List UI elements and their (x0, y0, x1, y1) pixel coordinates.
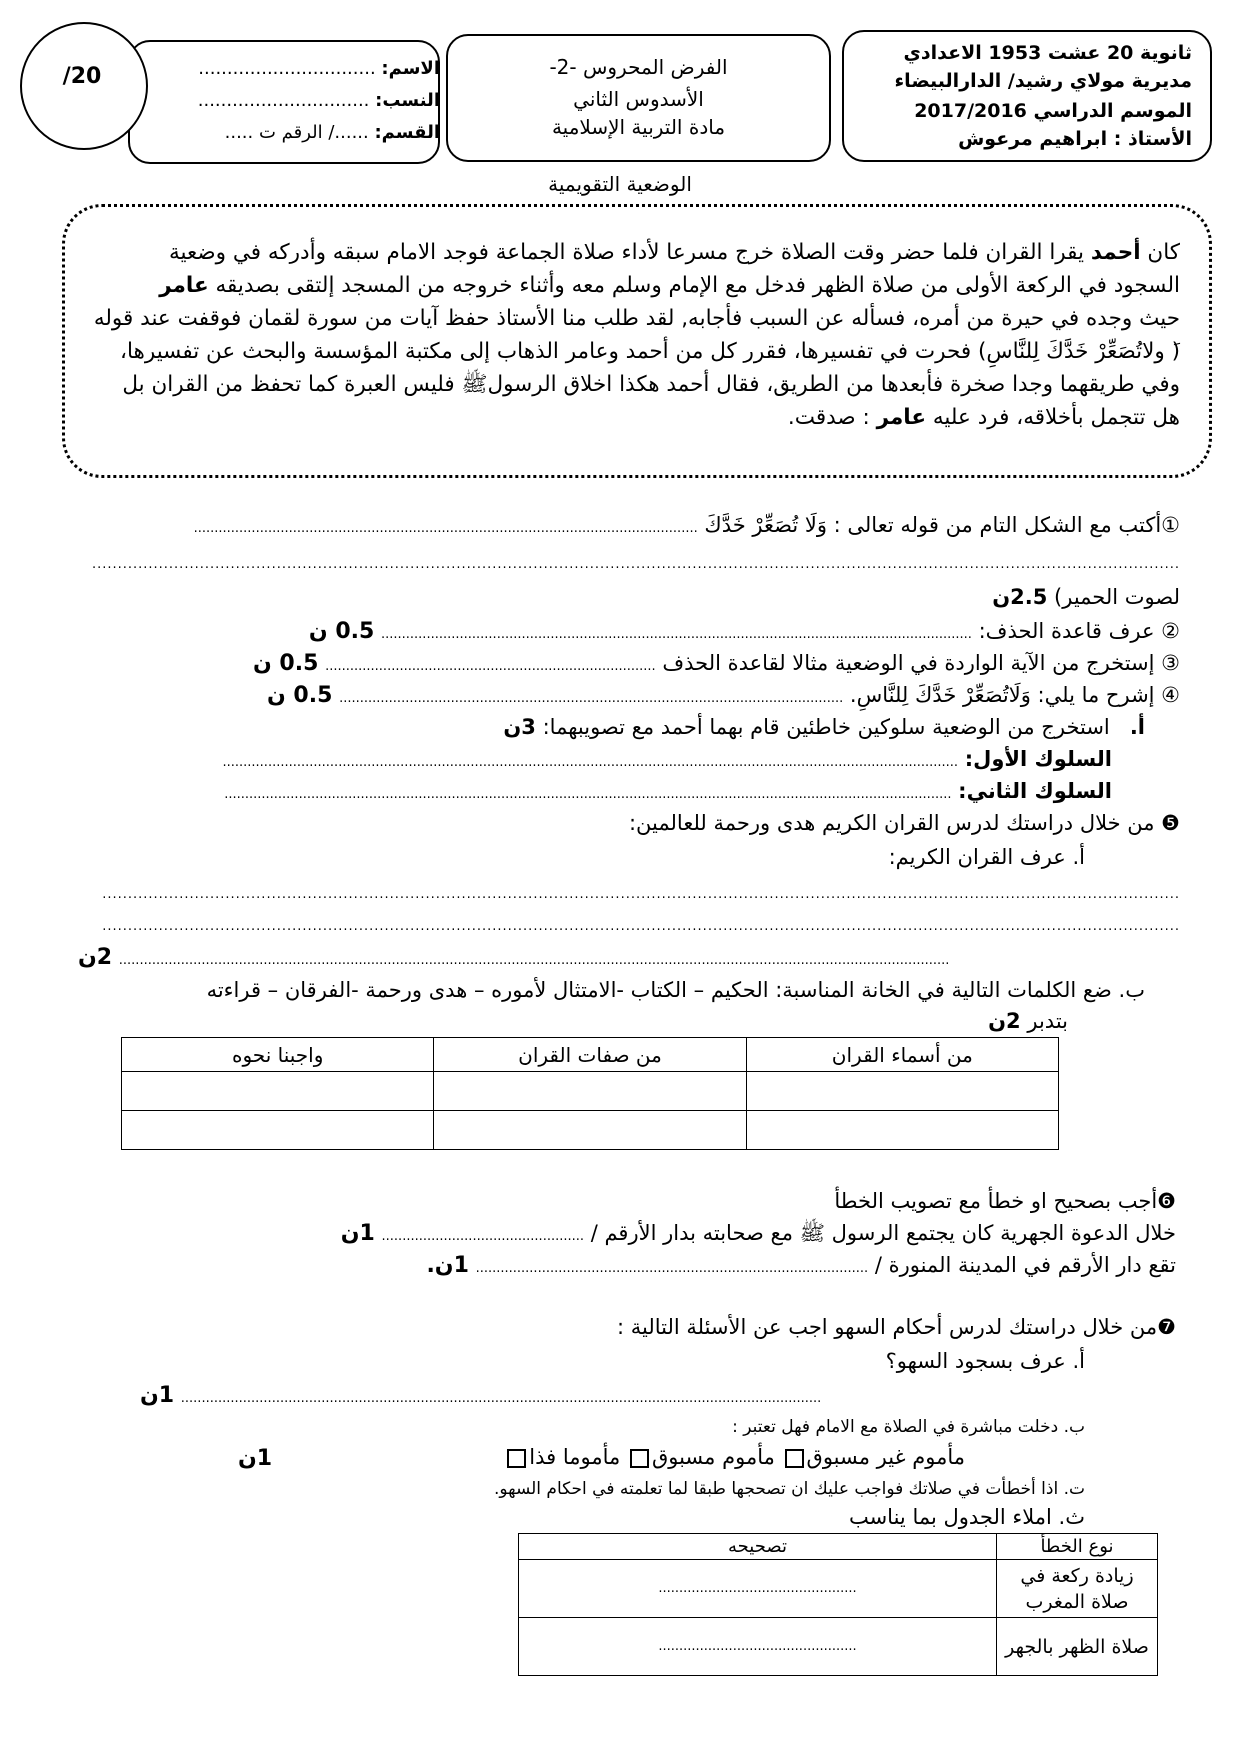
behavior-2-row (224, 776, 1112, 810)
question-4-answer[interactable]: .......................................................................................................................... (339, 691, 844, 706)
name-amer: عامر (159, 273, 209, 298)
behavior-1-answer[interactable]: .................................................................................................................................................................................. (222, 755, 959, 770)
question-5-answer-1[interactable]: .................................................................................................................................................................................................................. (102, 887, 1180, 902)
situation-title: الوضعية التقويمية (548, 172, 692, 196)
question-6: ❻أجب بصحيح او خطأ مع تصويب الخطأ (834, 1189, 1176, 1213)
quran-table (121, 1037, 1059, 1150)
situation-line-2-text: السجود في الركعة الأولى من صلاة الظهر فدخل مع الإمام وسلم معه وأثناء خروجه من المسجد إلتقى بصديقه (215, 273, 1180, 298)
name-amer-2: عامر (876, 405, 927, 430)
option-late-checkbox[interactable] (630, 1449, 649, 1468)
errors-table-type: زيادة ركعة في صلاة المغرب (997, 1560, 1158, 1618)
behavior-1-label: السلوك الأول: (964, 747, 1112, 771)
question-5-score: 2ن (78, 945, 113, 970)
question-1-answer-a[interactable]: .......................................................................................................................... (193, 521, 698, 536)
question-6-1 (341, 1218, 1176, 1252)
errors-table-fix[interactable]: ................................................ (519, 1618, 997, 1676)
quran-table-cell[interactable] (434, 1111, 746, 1150)
situation-line-2 (88, 269, 1180, 302)
quran-table-cell[interactable] (122, 1072, 434, 1111)
question-6-1-score: 1ن (340, 1221, 375, 1246)
errors-table-header-fix: تصحيحه (519, 1534, 997, 1560)
question-3-answer[interactable]: ................................................................................ (325, 659, 656, 674)
question-7a-answer[interactable]: ........................................................................................................................................................... (180, 1391, 822, 1406)
question-6-1-text: خلال الدعوة الجهرية كان يجتمع الرسول ﷺ مع صحابته بدار الأرقم / (590, 1221, 1176, 1245)
question-a-score: 3ن (503, 715, 536, 739)
option-late-label: مأموم مسبوق (651, 1445, 775, 1469)
question-a (503, 712, 1145, 742)
errors-table-header-type: نوع الخطأ (997, 1534, 1158, 1560)
behavior-2-answer[interactable]: ................................................................................................................................................................................ (224, 787, 952, 802)
quran-table-cell[interactable] (434, 1072, 746, 1111)
errors-table-type: صلاة الظهر بالجهر (997, 1618, 1158, 1676)
question-6-2-score: 1ن. (426, 1253, 469, 1278)
teacher-name: الأستاذ : ابراهيم مرعوش (958, 128, 1192, 150)
student-class-row (225, 122, 440, 143)
question-2-text: ② عرف قاعدة الحذف: (978, 619, 1180, 643)
question-3-score: 0.5 ن (252, 651, 319, 676)
question-1-text: ①أكتب مع الشكل التام من قوله تعالى : وَلَا تُصَعِّرْ خَدَّكَ (704, 513, 1180, 537)
question-7a: أ. عرف بسجود السهو؟ (885, 1349, 1085, 1373)
quran-table-header-duty: واجبنا نحوه (122, 1038, 434, 1072)
question-5-answer-3[interactable]: ......................................................................................................................................................................................................... (118, 953, 950, 968)
question-7a-answer-row (140, 1380, 821, 1414)
question-2 (309, 616, 1180, 650)
quran-table-header (122, 1038, 1059, 1072)
option-alone-label: مأموما فذا (529, 1445, 621, 1469)
behavior-1-row (222, 744, 1112, 778)
quran-table-header-traits: من صفات القران (434, 1038, 746, 1072)
errors-table-row (519, 1618, 1158, 1676)
student-surname-input[interactable]: .............................. (197, 90, 370, 111)
student-class-label: القسم: (374, 122, 440, 143)
question-5b: ب. ضع الكلمات التالية في الخانة المناسبة: الحكيم – الكتاب -الامتثال لأموره – هدى ورحمة -الفرقان – قراءته (206, 978, 1145, 1002)
question-a-text: استخرج من الوضعية سلوكين خاطئين قام بهما أحمد مع تصويبهما: (542, 715, 1110, 739)
student-surname-label: النسب: (375, 90, 440, 111)
question-7a-score: 1ن (140, 1383, 175, 1408)
question-4-score: 0.5 ن (266, 683, 333, 708)
question-6-2-text: تقع دار الأرقم في المدينة المنورة / (874, 1253, 1176, 1277)
situation-line-1-text: يقرا القران فلما حضر وقت الصلاة خرج مسرعا لأداء صلاة الجماعة فوجد الامام سبقه وأدركه في وضعية (169, 240, 1085, 265)
question-7d: ث. املاء الجدول بما يناسب (848, 1505, 1085, 1529)
situation-text (88, 236, 1180, 434)
question-3-text: ③ إستخرج من الآية الواردة في الوضعية مثالا لقاعدة الحذف (662, 651, 1180, 675)
question-5b-score: 2ن (988, 1009, 1021, 1033)
school-name: ثانوية 20 عشت 1953 الاعدادي (903, 42, 1192, 64)
question-1 (194, 510, 1180, 544)
question-1-answer-b[interactable]: .................................................................................................................................................................................................................... (91, 557, 1180, 572)
question-5-answer-3-row (78, 942, 949, 976)
student-name-row (198, 58, 440, 79)
school-directorate: مديرية مولاي رشيد/ الدارالبيضاء (894, 70, 1192, 92)
question-5b-end (988, 1006, 1068, 1036)
situation-line-6 (88, 401, 1180, 434)
exam-subject: مادة التربية الإسلامية (551, 115, 726, 139)
student-surname-row (198, 90, 440, 111)
option-not-late-label: مأموم غير مسبوق (806, 1445, 965, 1469)
question-5: ❺ من خلال دراستك لدرس القران الكريم هدى ورحمة للعالمين: (628, 811, 1180, 835)
question-7b-options (504, 1442, 965, 1472)
question-a-letter: أ. (1129, 715, 1145, 739)
question-1-end (992, 582, 1180, 612)
question-5a: أ. عرف القران الكريم: (888, 845, 1085, 869)
question-1-end-text: لصوت الحمير) (1054, 585, 1180, 609)
student-class-input[interactable]: ....../ الرقم ت ..... (224, 122, 369, 143)
name-ahmed: أحمد (1090, 240, 1141, 265)
question-4 (267, 680, 1180, 714)
quran-table-header-names: من أسماء القران (746, 1038, 1058, 1072)
option-alone-checkbox[interactable] (507, 1449, 526, 1468)
situation-line-6-text: هل تتجمل بأخلاقه، فرد عليه (932, 405, 1180, 430)
quran-table-cell[interactable] (122, 1111, 434, 1150)
question-3 (253, 648, 1180, 682)
quran-table-cell[interactable] (746, 1072, 1058, 1111)
question-7b-score: 1ن (238, 1446, 273, 1471)
errors-table-header (519, 1534, 1158, 1560)
situation-line-1 (88, 236, 1180, 269)
errors-table-fix[interactable]: ................................................ (519, 1560, 997, 1618)
question-2-score: 0.5 ن (308, 619, 375, 644)
quran-table-cell[interactable] (746, 1111, 1058, 1150)
student-name-label: الاسم: (381, 58, 440, 79)
question-6-2-answer[interactable]: ............................................................................................... (475, 1261, 869, 1276)
question-5b-end-text: بتدبر (1027, 1009, 1068, 1033)
question-4-text: ④ إشرح ما يلي: وَلَاتُصَعِّرْ خَدَّكَ لِلنَّاسِ. (849, 683, 1180, 707)
question-1-score: 2.5ن (992, 585, 1048, 609)
exam-title: الفرض المحروس -2- (549, 55, 728, 79)
situation-line-4: (َ ولاتُصَعِّرْ خَدَّكَ لِلنَّاسِ) فحرت في تفسيرها، فقرر كل من أحمد وعامر الذهاب إلى مكتبة المؤسسة والبحث عن تفسيرها، (120, 339, 1180, 364)
question-5-answer-2[interactable]: .................................................................................................................................................................................................................. (102, 919, 1180, 934)
errors-table (518, 1533, 1158, 1676)
situation-word: كان (1147, 240, 1180, 265)
situation-line-5: وفي طريقهما وجدا صخرة فأبعدها من الطريق، فقال أحمد هكذا اخلاق الرسولﷺ فليس العبرة كما تحفظ من القران بل (122, 372, 1180, 397)
score-total: /20 (62, 64, 102, 89)
option-not-late-checkbox[interactable] (785, 1449, 804, 1468)
question-7c: ت. اذا أخطأت في صلاتك فواجب عليك ان تصحجها طبقا لما تعلمته في احكام السهو. (493, 1479, 1085, 1499)
quran-table-row (122, 1111, 1059, 1150)
question-6-2 (426, 1250, 1176, 1284)
school-year: الموسم الدراسي 2017/2016 (914, 100, 1192, 122)
quran-table-row (122, 1072, 1059, 1111)
question-6-1-answer[interactable]: ................................................. (381, 1229, 585, 1244)
exam-semester: الأسدوس الثاني (573, 87, 704, 111)
student-name-input[interactable]: ............................... (198, 58, 376, 79)
situation-line-3: حيث وجده في حيرة من أمره، فسأله عن السبب فأجابه, لقد طلب منا الأستاذ حفظ آيات من سورة لقمان فوقفت عند قوله (93, 306, 1180, 331)
question-7: ❼من خلال دراستك لدرس أحكام السهو اجب عن الأسئلة التالية : (617, 1315, 1176, 1339)
situation-line-6-end: : صدقت. (787, 405, 870, 430)
question-7b: ب. دخلت مباشرة في الصلاة مع الامام فهل تعتبر : (732, 1417, 1085, 1437)
behavior-2-label: السلوك الثاني: (958, 779, 1112, 803)
question-2-answer[interactable]: ............................................................................................................................................... (380, 627, 972, 642)
errors-table-row (519, 1560, 1158, 1618)
